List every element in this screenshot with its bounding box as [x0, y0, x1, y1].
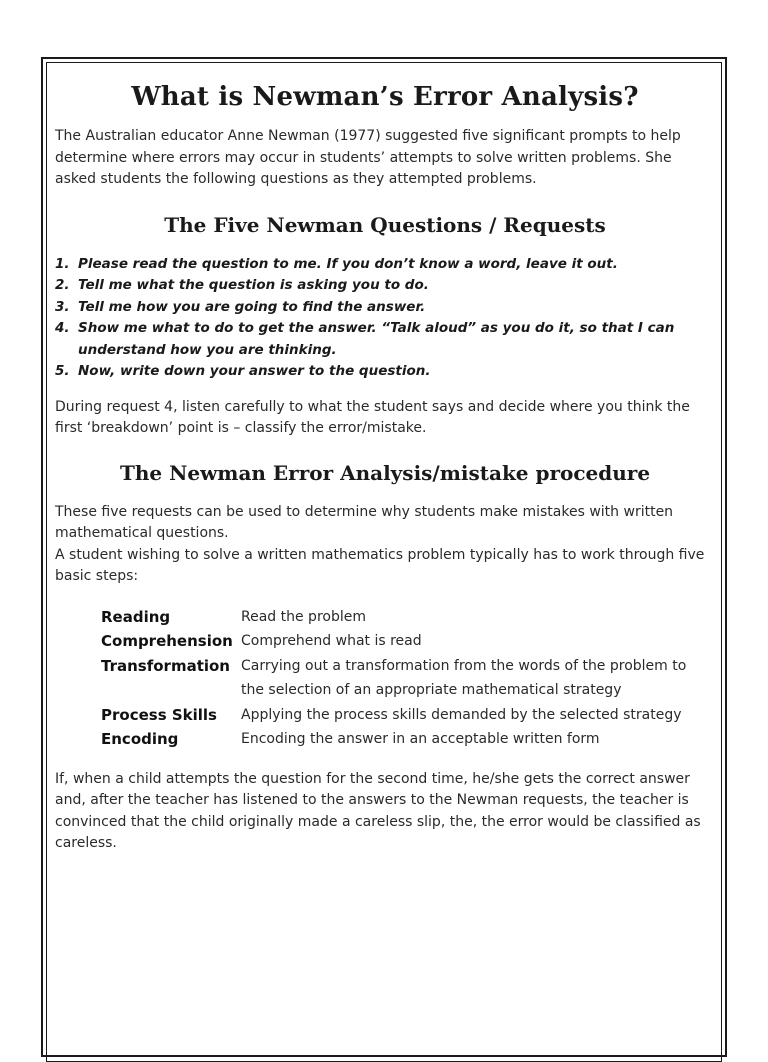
question-number: 3.	[55, 298, 70, 315]
step-row	[101, 703, 711, 728]
step-row	[101, 727, 711, 752]
question-text: Please read the question to me. If you don’t know a word, leave it out.	[78, 255, 618, 272]
question-text: Now, write down your answer to the question.	[78, 363, 431, 379]
step-name: Encoding	[101, 730, 179, 748]
step-name: Comprehension	[101, 632, 233, 650]
step-name: Process Skills	[101, 705, 217, 724]
procedure-heading: The Newman Error Analysis/mistake procedure	[119, 460, 651, 485]
request4-note: During request 4, listen carefully to what the student says and decide where you think the first ‘breakdown’ point is – classify the error/mistake.	[55, 398, 690, 436]
question-number: 2.	[55, 277, 70, 293]
question-text: Tell me how you are going to find the answer.	[78, 298, 426, 315]
question-number: 4.	[55, 320, 70, 336]
step-name: Reading	[101, 607, 171, 626]
steps-table	[101, 605, 711, 752]
document-content	[55, 62, 715, 855]
question-item	[55, 254, 715, 276]
question-item	[55, 275, 715, 297]
step-description: Encoding the answer in an acceptable written form	[241, 731, 600, 747]
question-item	[55, 318, 715, 361]
intro-paragraph: The Australian educator Anne Newman (1977) suggested five significant prompts to help determine where errors may occur in students’ attempts to solve written problems. She asked students the following questions as they attempted problems.	[55, 128, 681, 187]
procedure-intro-2: A student wishing to solve a written mathematics problem typically has to work through five basic steps:	[55, 546, 705, 584]
page-title: What is Newman’s Error Analysis?	[131, 82, 639, 112]
procedure-intro-1: These five requests can be used to determine why students make mistakes with written mathematical questions.	[55, 503, 674, 541]
step-description: Comprehend what is read	[241, 633, 422, 649]
question-item	[55, 297, 715, 319]
question-number: 1.	[55, 255, 70, 272]
step-row	[101, 654, 711, 703]
careless-note: If, when a child attempts the question for the second time, he/she gets the correct answer and, after the teacher has listened to the answers to the Newman requests, the teacher is convinced that the child originally made a careless slip, the, the error would be classified as careless.	[55, 770, 701, 851]
question-number: 5.	[55, 363, 70, 379]
step-description: Carrying out a transformation from the words of the problem to the selection of an appropriate mathematical strategy	[241, 657, 687, 698]
step-row	[101, 605, 711, 630]
step-description: Applying the process skills demanded by the selected strategy	[241, 706, 682, 723]
question-text: Tell me what the question is asking you to do.	[78, 277, 429, 293]
questions-heading: The Five Newman Questions / Requests	[164, 212, 606, 237]
question-text: Show me what to do to get the answer. “Talk aloud” as you do it, so that I can understand how you are thinking.	[78, 320, 675, 358]
step-description: Read the problem	[241, 608, 366, 625]
question-item	[55, 361, 715, 383]
step-row	[101, 629, 711, 654]
step-name: Transformation	[101, 656, 230, 675]
questions-list	[55, 254, 715, 383]
